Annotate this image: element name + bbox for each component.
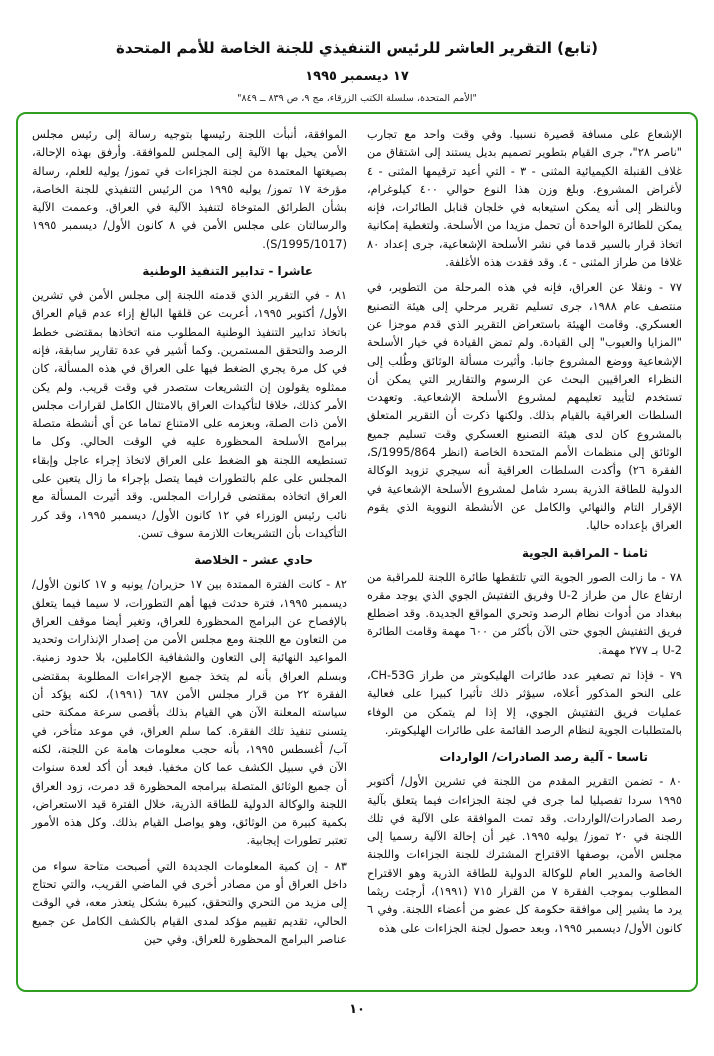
section-heading-export-import: تاسعا - آلية رصد الصادرات/ الواردات (439, 750, 648, 765)
source-note: "الأمم المتحدة، سلسلة الكتب الزرقاء، مج ٩، ص ٨٣٩ ــ ٨٤٩" (237, 93, 477, 104)
two-column-layout (32, 126, 682, 980)
paragraph-82: ٨٢ - كانت الفترة الممتدة بين ١٧ حزيران/ يونيه و ١٧ كانون الأول/ ديسمبر ١٩٩٥، فترة حدثت فيها أهم التطورات، لا سيما فيما يتعلق بالإفصاح عن البرامج المحظورة للعراق، وتغير أيضا موقف العراق من التعاون مع اللجنة ومع مجلس الأمن من إصدار الإنذارات وتحديد المواعيد النهائية إلى التعاون والشفافية الكاملين، بلا حدود زمنية. وبسلم العراق بأنه لم يتخذ جميع الإجراءات المطلوبة بمقتضى الفقرة ٢٢ من قرار مجلس الأمن ٦٨٧ (١٩٩١)، لكنه يؤكد أن سياسته المعلنة الآن هي القيام بذلك بأقصى سرعة ممكنة حتى يتسنى تنفيذ تلك الفقرة. كما سلم العراق، في موعد متأخر، في آب/ أغسطس ١٩٩٥، بأنه حجب معلومات هامة عن اللجنة، لكنه الآن في سبيل الكشف عما كان مخفيا. فبعد أن أكد لعدة سنوات أن جميع الوثائق المتصلة ببرامجه المحظورة قد دمرت، زود العراق اللجنة والوكالة الدولية للطاقة الذرية، خلال الفترة قيد الاستعراض، بكمية كبيرة من الوثائق، وهو يواصل القيام بذلك. وكل هذه الأمور تعتبر تطورات إيجابية. (32, 578, 348, 848)
document-date: ١٧ ديسمبر ١٩٩٥ (305, 69, 409, 84)
right-column (367, 126, 682, 980)
paragraph-77: ٧٧ - ونقلا عن العراق، فإنه في هذه المرحلة من التطوير، في منتصف عام ١٩٨٨، جرى تسليم تقرير مرحلي إلى هيئة التصنيع العسكري. وقامت الهيئة باستعراض التقرير الذي قدم موجزا عن "المزايا والعيوب" إلى القيادة. ولم تمض القيادة في خيار الأسلحة الإشعاعية ووضع المشروع جانبا. وأثيرت مسألة الوثائق وطُلب إلى النظراء العراقيين البحث عن الرسوم والتقارير التي يمكن أن تستخدم لتأييد تعليمهم لمشروع الأسلحة الإشعاعية. وتعهدت السلطات العراقية بالقيام بذلك. ولكنها ذكرت أن التقرير المتعلق بالمشروع كان لدى هيئة التصنيع العسكري وقت تسليم جميع الوثائق إلى منظمات الأمم المتحدة الخاصة (انظر S/1995/864، الفقرة ٢٦) وأكدت السلطات العراقية أنه سيجري تزويد الوكالة الدولية للطاقة الذرية بسرد شامل لمشروع الأسلحة الإشعاعية في الإقرار التام والنهائي والكامل عن الأنشطة النووية الذي يقوم العراق بإعداده حاليا. (367, 281, 683, 533)
paragraph-80-continuation: الموافقة، أنبأت اللجنة رئيسها بتوجيه رسالة إلى رئيس مجلس الأمن يحيل بها الآلية إلى المجلس للموافقة. وأرفق بهذه الإحالة، بصيغتها المعتمدة من لجنة الجزاءات في تموز/ يوليه للعلم، رسالة مؤرخة ١٧ تموز/ يوليه ١٩٩٥ من الرئيس التنفيذي للجنة الخاصة، بشأن الطرائق المتوخاة لتنفيذ الآلية في العراق. وعممت الآلية والرسالتان على مجلس الأمن في ٨ كانون الأول/ ديسمبر ١٩٩٥ (S/1995/1017). (32, 128, 348, 251)
section-heading-national-implementation: عاشرا - تدابير التنفيذ الوطنية (142, 264, 313, 279)
paragraph-79: ٧٩ - فإذا تم تصغير عدد طائرات الهليكوبتر من طراز CH-53G، على النحو المذكور أعلاه، سيؤثر ذلك تأثيرا كبيرا على فعالية عمليات فريق التفتيش الجوي، إلا إذا لم يتمكن من الوفاء بالمتطلبات الجوية لنظام الرصد القائمة على طائرات الهليكوبتر. (367, 669, 682, 737)
section-heading-aerial-surveillance: ثامنا - المراقبة الجوية (521, 545, 648, 560)
page-footer (16, 998, 698, 1017)
page-title: (تابع) التقرير العاشر للرئيس التنفيذي للجنة الخاصة للأمم المتحدة (116, 39, 598, 57)
content-frame (16, 112, 698, 992)
left-column (32, 126, 347, 980)
paragraph-83: ٨٣ - إن كمية المعلومات الجديدة التي أصبحت متاحة سواء من داخل العراق أو من مصادر أخرى في الماضي القريب، والتي تحتاج إلى مزيد من التحري والتحقق، كبيرة بشكل يتعذر معه، في الوقت الحالي، تقديم تقييم مؤكد لمدى القيام بالكشف الكامل عن جميع عناصر البرامج المحظورة للعراق. وفي حين (32, 859, 347, 946)
page-number: ١٠ (349, 1002, 365, 1017)
paragraph-80: ٨٠ - تضمن التقرير المقدم من اللجنة في تشرين الأول/ أكتوبر ١٩٩٥ سردا تفصيليا لما جرى في لجنة الجزاءات فيما يتعلق بآلية رصد الصادرات/الواردات. وقد تمت الموافقة على الآلية في تلك اللجنة في ٢٠ تموز/ يوليه ١٩٩٥. غير أن إحالة الآلية رسميا إلى مجلس الأمن، بوصفها الاقتراح المشترك للجنة الجزاءات واللجنة الخاصة والمدير العام للوكالة الدولية للطاقة الذرية وهو الاقتراح المطلوب بموجب الفقرة ٧ من القرار ٧١٥ (١٩٩١)، أرجئت ريثما يرد ما يشير إلى موافقة حكومة كل عضو من أعضاء اللجنة. وفي ٦ كانون الأول/ ديسمبر ١٩٩٥، وبعد حصول لجنة الجزاءات على هذه (367, 775, 683, 935)
paragraph-continuation: الإشعاع على مسافة قصيرة نسبيا. وفي وقت واحد مع تجارب "ناصر ٢٨"، جرى القيام بتطوير تصميم بديل يستند إلى اشتقاق من غلاف القنبلة الكيميائية المثنى - ٣ - التي أعيد ترقيمها المثنى - ٤ لأغراض المشروع. وبلغ وزن هذا النوع حوالي ٤٠٠ كيلوغرام، وبالنظر إلى أنه يمكن استيعابه في خلجان قنابل الطائرات، فإنه يمكن للطائرة الواحدة أن تحمل مزيدا من الأسلحة. ولتغطية إمكانية اتخاذ قرار بالسير قدما في نشر الأسلحة الإشعاعية، جرى إعداد ٨٠ غلافا من طراز المثنى - ٤. وقد فقدت هذه الأغلفة. (367, 128, 682, 270)
section-heading-conclusion: حادي عشر - الخلاصة (194, 553, 313, 568)
document-header (26, 38, 688, 104)
paragraph-81: ٨١ - في التقرير الذي قدمته اللجنة إلى مجلس الأمن في تشرين الأول/ أكتوبر ١٩٩٥، أعربت عن قلقها البالغ إزاء عدم قيام العراق باتخاذ تدابير التنفيذ الوطنية المطلوب منه اتخاذها بمقتضى خطط الرصد والتحقق المستمرين. وكما أشير في عدة تقارير سابقة، فإنه في كل مرة يجري الضغط فيها على العراق في هذه المسألة، كان ممثلوه يقولون إن التشريعات ستصدر في وقت قريب. ولم يكن الأمر كذلك، خلافا لتأكيدات العراق بالامتثال الكامل لقرارات مجلس الأمن ذات الصلة، وبعزمه على الامتناع تماما عن أي أنشطة متصلة ببرامج الأسلحة المحظورة عليه في الوقت الحالي. وكل ما تستطيعه اللجنة هو الضغط على العراق لاتخاذ إجراء عاجل وإبقاء المجلس على علم بالتطورات فيما يتصل بإجراء ما زال يتعين على العراق اتخاذه بمقتضى قرارات المجلس. وقد أثيرت المسألة مع نائب رئيس الوزراء في ١٢ كانون الأول/ ديسمبر ١٩٩٥، وقد كرر التأكيدات بأن التشريعات اللازمة سوف تسن. (32, 289, 347, 540)
paragraph-78: ٧٨ - ما زالت الصور الجوية التي تلتقطها طائرة اللجنة للمراقبة من ارتفاع عال من طراز U-2 وفريق التفتيش الجوي الذي يوجد مقره ببغداد من أدوات نظام الرصد وتحري المواقع الجديدة. وقد اضطلع فريق التفتيش الجوي حتى الآن بأكثر من ٦٠٠ مهمة وقامت الطائرة U-2 بـ ٢٧٧ مهمة. (367, 570, 683, 657)
